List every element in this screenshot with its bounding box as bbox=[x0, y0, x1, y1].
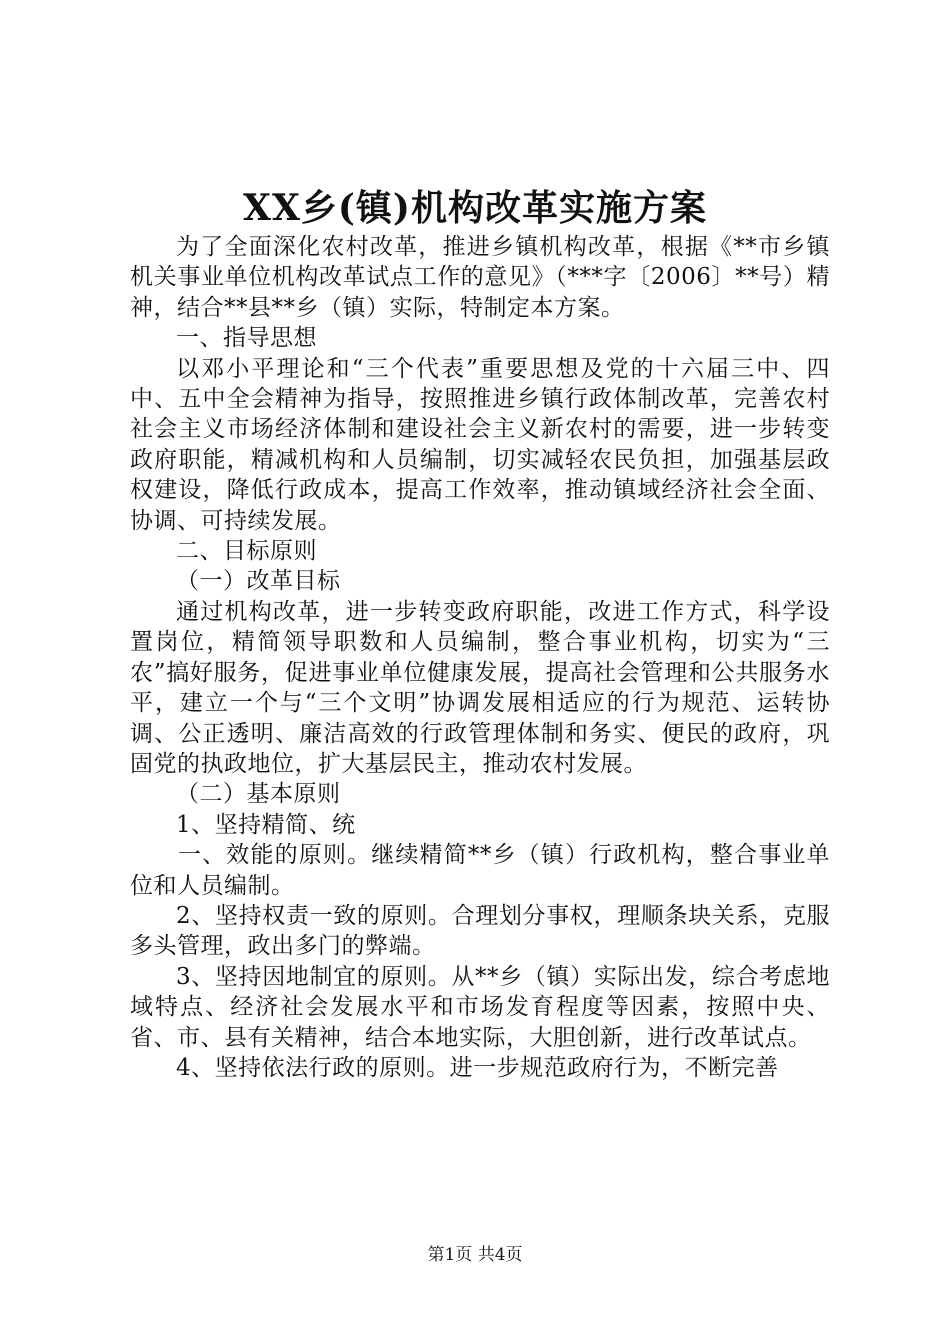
principle-2-paragraph: 2、坚持权责一致的原则。合理划分事权，理顺条块关系，克服多头管理，政出多门的弊端。 bbox=[130, 902, 830, 960]
page-number-footer: 第1页 共4页 bbox=[427, 1245, 523, 1265]
guiding-ideology-paragraph: 以邓小平理论和“三个代表”重要思想及党的十六届三中、四中、五中全会精神为指导，按照推进乡镇行政体制改革，完善农村社会主义市场经济体制和建设社会主义新农村的需要，进一步转变政府职能，精减机构和人员编制，切实减轻农民负担，加强基层政权建设，降低行政成本，提高工作效率，推动镇域经济社会全面、协调、可持续发展。 bbox=[130, 355, 830, 534]
principle-4-paragraph: 4、坚持依法行政的原则。进一步规范政府行为，不断完善 bbox=[176, 1054, 779, 1081]
document-title: XX乡(镇)机构改革实施方案 bbox=[243, 187, 707, 229]
reform-goal-paragraph: 通过机构改革，进一步转变政府职能，改进工作方式，科学设置岗位，精简领导职数和人员编制，整合事业机构，切实为“三农”搞好服务，促进事业单位健康发展，提高社会管理和公共服务水平，建立一个与“三个文明”协调发展相适应的行为规范、运转协调、公正透明、廉洁高效的行政管理体制和务实、便民的政府，巩固党的执政地位，扩大基层民主，推动农村发展。 bbox=[130, 598, 830, 777]
document-body bbox=[130, 232, 830, 1083]
principle-1-paragraph: 一、效能的原则。继续精简**乡（镇）行政机构，整合事业单位和人员编制。 bbox=[130, 842, 830, 899]
subsection-heading-reform-goal: （一）改革目标 bbox=[176, 568, 341, 595]
principle-3-paragraph: 3、坚持因地制宜的原则。从**乡（镇）实际出发，综合考虑地域特点、经济社会发展水平和市场发育程度等因素，按照中央、省、市、县有关精神，结合本地实际，大胆创新，进行改革试点。 bbox=[130, 963, 830, 1051]
principle-1-heading: 1、坚持精简、统 bbox=[176, 811, 356, 838]
section-heading-goals-principles: 二、目标原则 bbox=[176, 538, 317, 565]
subsection-heading-basic-principles: （二）基本原则 bbox=[176, 781, 341, 808]
intro-paragraph: 为了全面深化农村改革，推进乡镇机构改革，根据《**市乡镇机关事业单位机构改革试点工作的意见》（***字〔2006〕**号）精神，结合**县**乡（镇）实际，特制定本方案。 bbox=[130, 234, 830, 321]
section-heading-guiding-ideology: 一、指导思想 bbox=[176, 325, 317, 352]
